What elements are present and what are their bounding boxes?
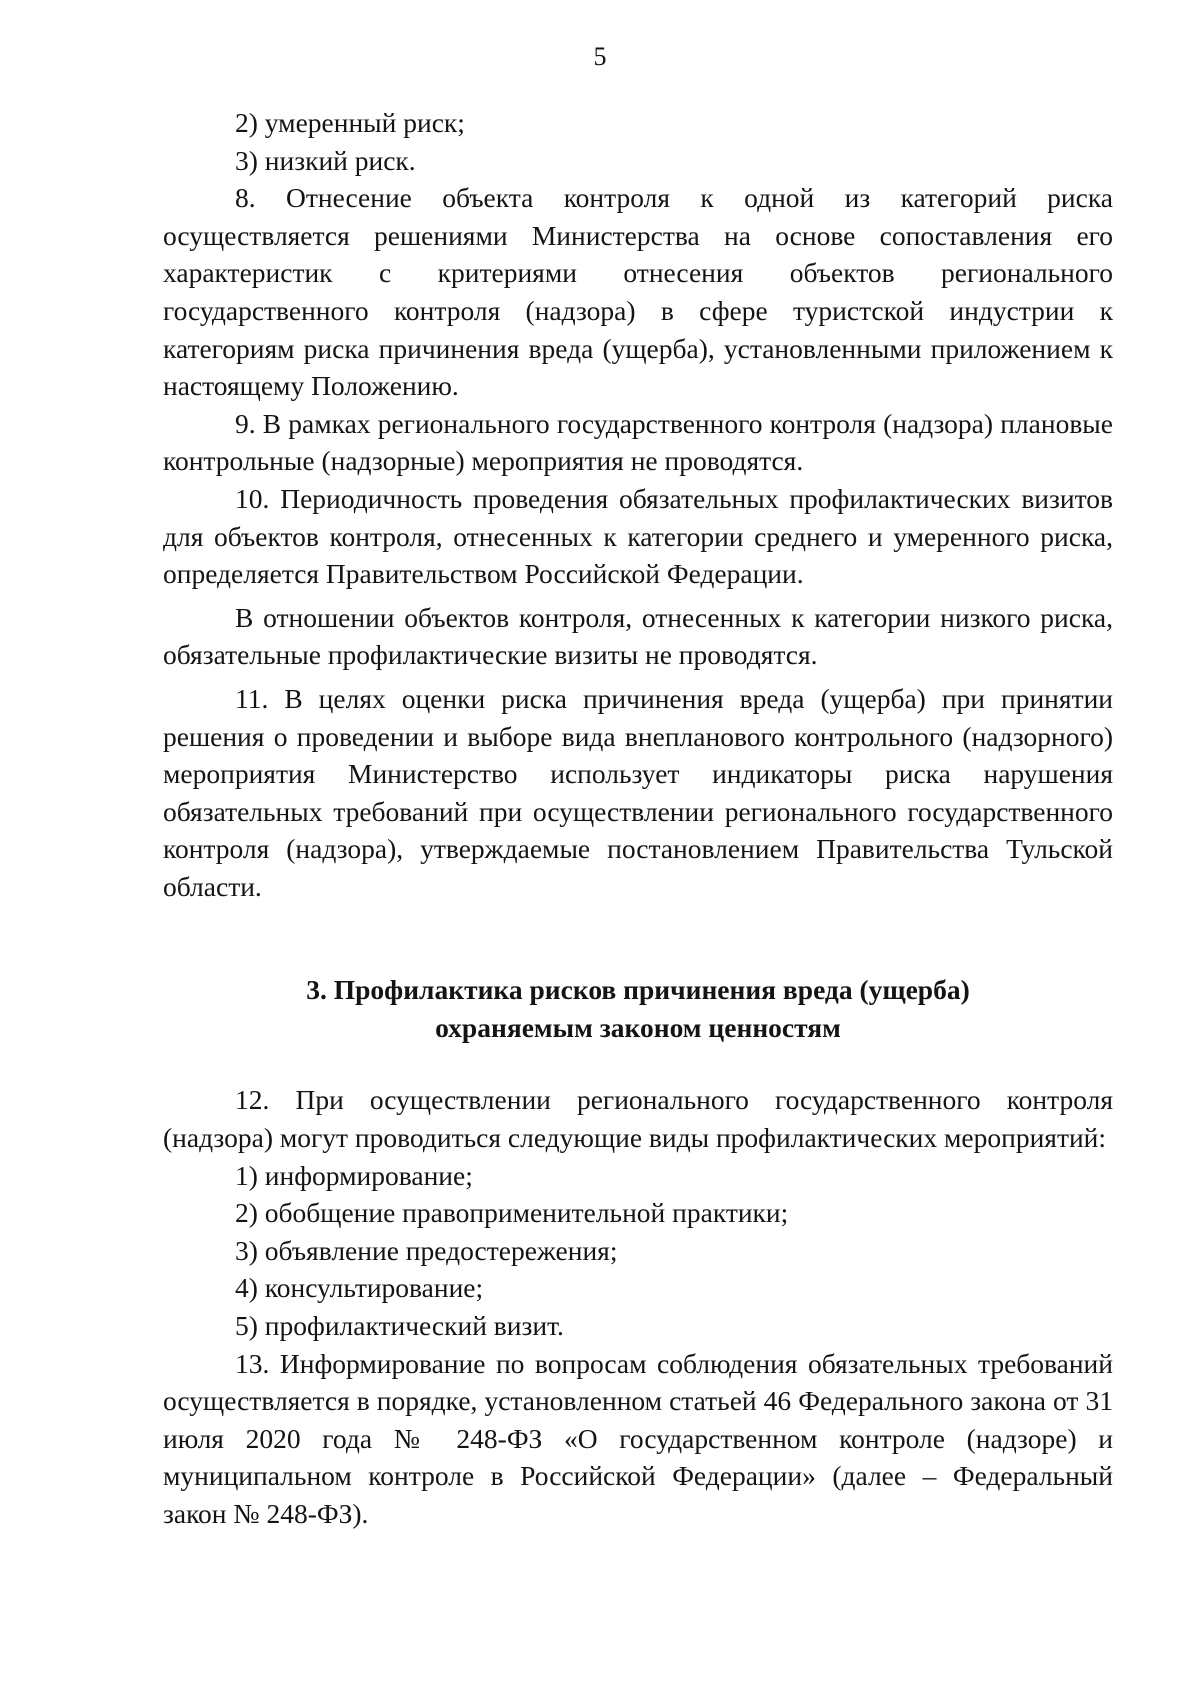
page-number: 5 (593, 42, 607, 71)
list-item-generalization: 2) обобщение правоприменительной практики; (235, 1197, 789, 1229)
list-item-informing: 1) информирование; (235, 1159, 473, 1191)
section-heading (163, 971, 1113, 1047)
paragraph-8: 8. Отнесение объекта контроля к одной из категорий риска осуществляется решениями Министерства на основе сопоставления его характеристик с критериями отнесения объектов регионального государственного контроля (надзора) в сфере туристской индустрии к категориям риска причинения вреда (ущерба), установленными приложением к настоящему Положению. (163, 182, 1113, 402)
paragraph-11: 11. В целях оценки риска причинения вреда (ущерба) при принятии решения о проведении и выборе вида внепланового контрольного (надзорного) мероприятия Министерство использует индикаторы риска нарушения обязательных требований при осуществлении регионального государственного контроля (надзора), утверждаемые постановлением Правительства Тульской области. (163, 682, 1113, 902)
document-body (163, 104, 1113, 1533)
list-item-consulting: 4) консультирование; (235, 1272, 484, 1304)
list-item-low-risk: 3) низкий риск. (235, 144, 416, 176)
list-item-moderate-risk: 2) умеренный риск; (235, 107, 465, 138)
list-item-preventive-visit: 5) профилактический визит. (235, 1310, 564, 1342)
list-item-warning: 3) объявление предостережения; (235, 1234, 618, 1266)
section-heading-line-1: 3. Профилактика рисков причинения вреда (ущерба) (306, 974, 970, 1006)
section-heading-line-2: охраняемым законом ценностям (435, 1012, 841, 1044)
paragraph-10-continued: В отношении объектов контроля, отнесенных к категории низкого риска, обязательные профилактические визиты не проводятся. (163, 601, 1113, 671)
paragraph-12: 12. При осуществлении регионального государственного контроля (надзора) могут проводиться следующие виды профилактических мероприятий: (163, 1084, 1113, 1154)
paragraph-13: 13. Информирование по вопросам соблюдения обязательных требований осуществляется в порядке, установленном статьей 46 Федерального закона от 31 июля 2020 года № 248-ФЗ «О государственном контроле (надзоре) и муниципальном контроле в Российской Федерации» (далее – Федеральный закон № 248-ФЗ). (163, 1347, 1113, 1529)
paragraph-10: 10. Периодичность проведения обязательных профилактических визитов для объектов контроля, отнесенных к категории среднего и умеренного риска, определяется Правительством Российской Федерации. (163, 482, 1113, 590)
paragraph-9: 9. В рамках регионального государственного контроля (надзора) плановые контрольные (надзорные) мероприятия не проводятся. (163, 407, 1113, 477)
